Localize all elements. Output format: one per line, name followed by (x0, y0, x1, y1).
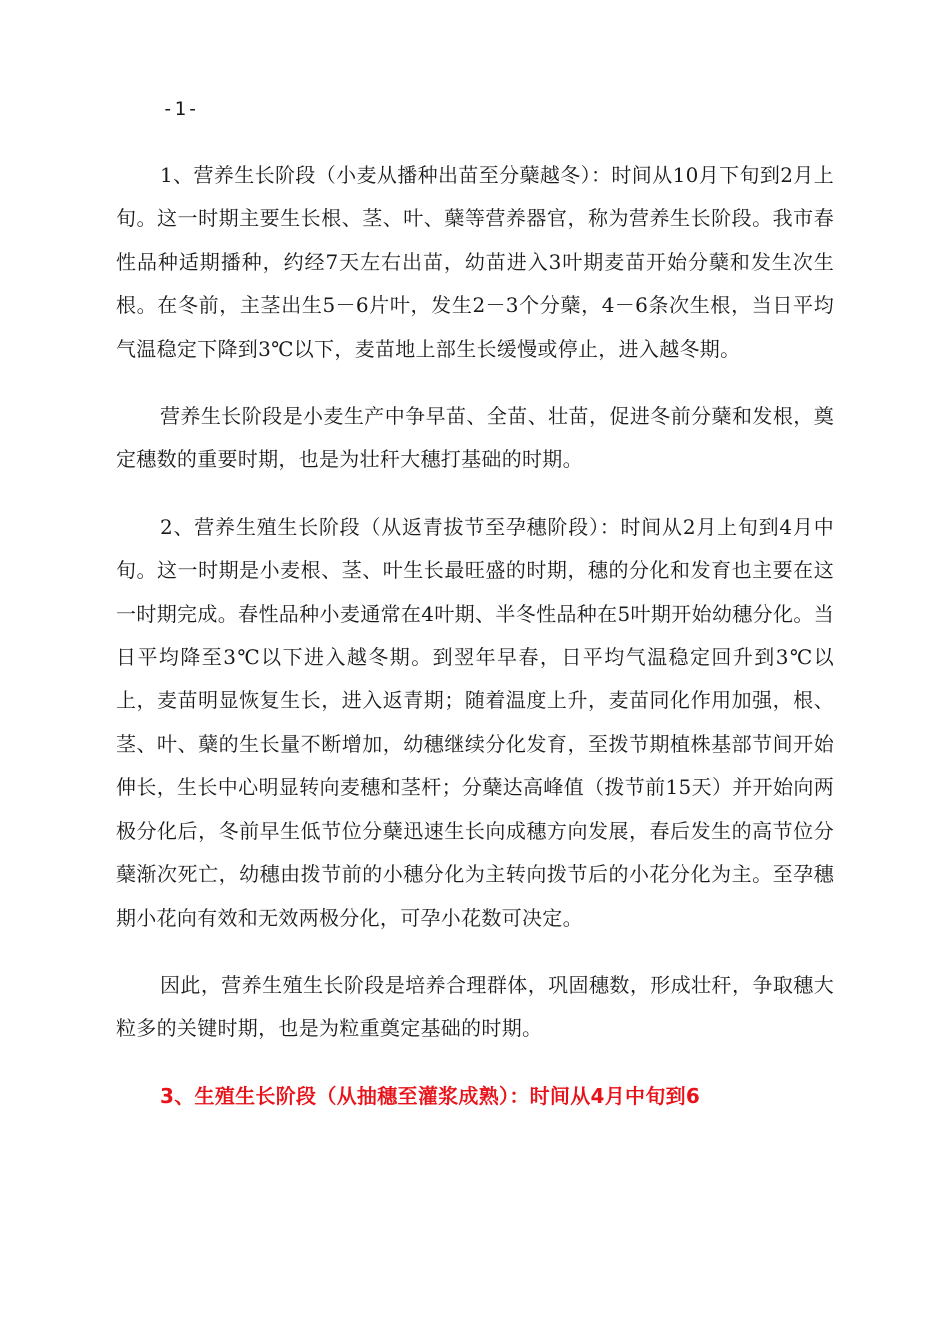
paragraph-vegetative-stage: 1、营养生长阶段（小麦从播种出苗至分蘖越冬）：时间从10月下旬到2月上旬。这一时期主要生长根、茎、叶、蘖等营养器官，称为营养生长阶段。我市春性品种适期播种，约经7天左右出苗，幼苗进入3叶期麦苗开始分蘖和发生次生根。在冬前，主茎出生5－6片叶，发生2－3个分蘖，4－6条次生根，当日平均气温稳定下降到3℃以下，麦苗地上部生长缓慢或停止，进入越冬期。 (116, 163, 834, 361)
paragraph-vegetative-reproductive-importance: 因此，营养生殖生长阶段是培养合理群体，巩固穗数，形成壮秆，争取穗大粒多的关键时期，也是为粒重奠定基础的时期。 (116, 972, 834, 1041)
paragraph-vegetative-importance: 营养生长阶段是小麦生产中争早苗、全苗、壮苗，促进冬前分蘖和发根，奠定穗数的重要时期，也是为壮秆大穗打基础的时期。 (116, 404, 834, 472)
section-heading-reproductive-stage: 3、生殖生长阶段（从抽穗至灌浆成熟）：时间从4月中旬到6 (160, 1083, 701, 1108)
paragraph-vegetative-reproductive-stage: 2、营养生殖生长阶段（从返青拔节至孕穗阶段）：时间从2月上旬到4月中旬。这一时期是小麦根、茎、叶生长最旺盛的时期，穗的分化和发育也主要在这一时期完成。春性品种小麦通常在4叶期、半冬性品种在5叶期开始幼穗分化。当日平均降至3℃以下进入越冬期。到翌年早春，日平均气温稳定回升到3℃以上，麦苗明显恢复生长，进入返青期；随着温度上升，麦苗同化作用加强，根、茎、叶、蘖的生长量不断增加，幼穗继续分化发育，至拨节期植株基部节间开始伸长，生长中心明显转向麦穗和茎杆；分蘖达高峰值（拨节前15天）并开始向两极分化后，冬前早生低节位分蘖迅速生长向成穗方向发展，春后发生的高节位分蘖渐次死亡，幼穗由拨节前的小穗分化为主转向拨节后的小花分化为主。至孕穗期小花向有效和无效两极分化，可孕小花数可决定。 (116, 514, 834, 930)
page-number: -1- (162, 98, 200, 120)
document-body (116, 154, 834, 1142)
